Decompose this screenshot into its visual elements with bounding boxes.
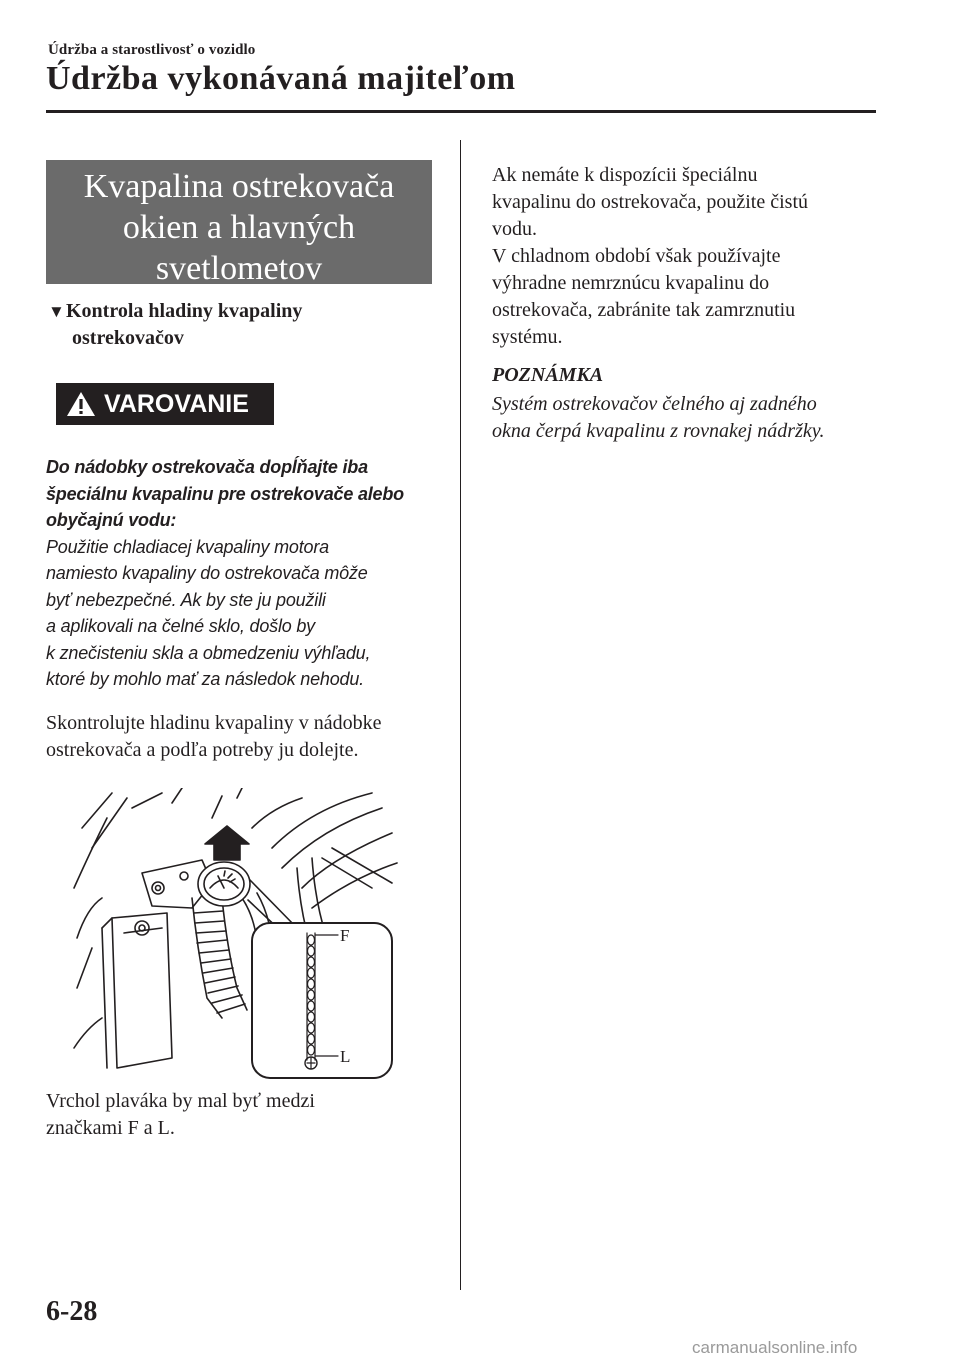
body-line: vodu. <box>492 218 537 240</box>
warning-badge <box>56 383 274 425</box>
body-line: ostrekovača, zabránite tak zamrznutiu <box>492 299 796 321</box>
full-mark-label: F <box>340 926 350 945</box>
caption-line: značkami F a L. <box>46 1117 175 1139</box>
body-line: kvapalinu do ostrekovača, použite čistú <box>492 191 809 213</box>
header-rule <box>46 110 876 113</box>
page-number: 6-28 <box>46 1296 98 1327</box>
warning-bold-line: Do nádobky ostrekovača dopĺňajte iba <box>46 457 368 477</box>
subsection-heading <box>48 298 438 352</box>
body-line: V chladnom období však používajte <box>492 245 781 267</box>
warning-text-line: namiesto kvapaliny do ostrekovača môže <box>46 563 368 583</box>
breadcrumb: Údržba a starostlivosť o vozidlo <box>48 42 256 58</box>
warning-text-line: a aplikovali na čelné sklo, došlo by <box>46 616 315 636</box>
section-title-line: okien a hlavných <box>122 209 356 246</box>
column-divider <box>460 140 461 1290</box>
subsection-title-line: Kontrola hladiny kvapaliny <box>66 300 303 322</box>
body-line: Skontrolujte hladinu kvapaliny v nádobke <box>46 712 382 734</box>
watermark: carmanualsonline.info <box>692 1338 858 1357</box>
note-line: Systém ostrekovačov čelného aj zadného <box>492 393 817 415</box>
figure-caption <box>46 1088 446 1142</box>
warning-text-line: Použitie chladiacej kvapaliny motora <box>46 536 329 557</box>
note-line: okna čerpá kvapalinu z rovnakej nádržky. <box>492 420 825 442</box>
body-line: ostrekovača a podľa potreby ju dolejte. <box>46 739 359 761</box>
warning-text-line: k znečisteniu skla a obmedzeniu výhľadu, <box>46 642 371 663</box>
warning-text-line: ktoré by mohlo mať za následok nehodu. <box>46 669 364 689</box>
warning-bold-line: špeciálnu kvapalinu pre ostrekovače alebo <box>46 483 404 504</box>
warning-text-line: byť nebezpečné. Ak by ste ju použili <box>46 589 326 610</box>
warning-triangle-icon <box>66 391 96 417</box>
body-paragraph-left <box>46 710 446 764</box>
warning-bold-line: obyčajnú vodu: <box>46 510 177 530</box>
triangle-marker-icon: ▼ <box>48 302 65 321</box>
warning-badge-label: VAROVANIE <box>104 389 249 418</box>
subsection-title-line: ostrekovačov <box>72 327 184 349</box>
warning-text <box>46 454 446 693</box>
section-title-box <box>46 160 432 287</box>
note-title: POZNÁMKA <box>492 364 604 386</box>
body-paragraph-right <box>492 162 892 351</box>
caption-line: Vrchol plaváka by mal byť medzi <box>46 1090 315 1112</box>
chapter-title: Údržba vykonávaná majiteľom <box>46 60 516 97</box>
body-line: výhradne nemrznúcu kvapalinu do <box>492 272 770 294</box>
section-title-line: Kvapalina ostrekovača <box>83 168 395 205</box>
section-title-line: svetlometov <box>155 250 323 287</box>
body-line: Ak nemáte k dispozícii špeciálnu <box>492 164 758 186</box>
washer-reservoir-figure <box>72 788 402 1088</box>
note-text <box>492 391 892 445</box>
low-mark-label: L <box>340 1047 351 1066</box>
body-line: systému. <box>492 326 563 348</box>
